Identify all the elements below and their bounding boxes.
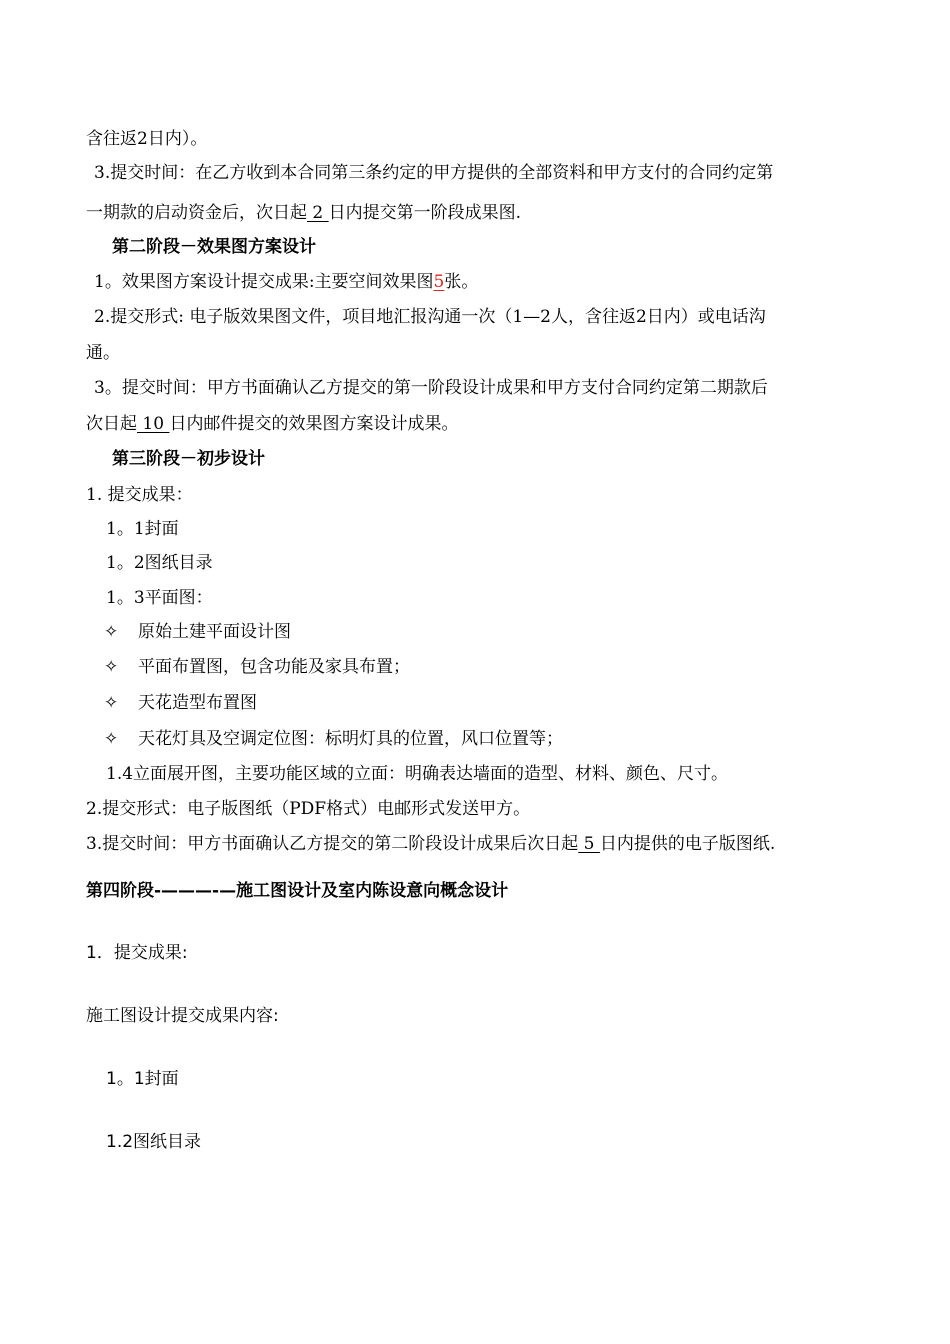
underlined-value: 5 bbox=[578, 834, 600, 854]
diamond-bullet-icon: ✧ bbox=[104, 729, 119, 749]
section-heading: 第四阶段-———-—施工图设计及室内陈设意向概念设计 bbox=[86, 881, 509, 901]
list-item: 1.2图纸目录 bbox=[106, 1132, 202, 1152]
text-segment: 次日起 bbox=[86, 414, 137, 434]
text-segment: 张。 bbox=[444, 272, 479, 292]
list-item: 1.4立面展开图，主要功能区域的立面：明确表达墙面的造型、材料、颜色、尺寸。 bbox=[106, 764, 729, 784]
text-line: 施工图设计提交成果内容: bbox=[86, 1006, 279, 1026]
text-line: 3.提交时间：在乙方收到本合同第三条约定的甲方提供的全部资料和甲方支付的合同约定第 bbox=[94, 163, 774, 183]
diamond-bullet-icon: ✧ bbox=[104, 693, 119, 713]
text-segment: 1。效果图方案设计提交成果:主要空间效果图 bbox=[94, 272, 434, 292]
text-line: 1. 提交成果： bbox=[86, 485, 193, 505]
underlined-value: 10 bbox=[137, 414, 170, 434]
list-item: 1。3平面图： bbox=[106, 588, 213, 608]
text-line: 含往返2日内）。 bbox=[86, 129, 208, 149]
text-line: 2.提交形式: 电子版效果图文件，项目地汇报沟通一次（1—2人，含往返2日内）或电话沟 bbox=[94, 307, 766, 327]
list-item: 1。1封面 bbox=[106, 1069, 179, 1089]
text-segment: 3.提交时间：甲方书面确认乙方提交的第二阶段设计成果后次日起 bbox=[86, 834, 579, 854]
bullet-text: 天花灯具及空调定位图：标明灯具的位置，风口位置等； bbox=[138, 729, 563, 749]
text-segment: 日内提供的电子版图纸. bbox=[599, 834, 776, 854]
list-item: 1。1封面 bbox=[106, 519, 179, 539]
text-line: 3。提交时间：甲方书面确认乙方提交的第一阶段设计成果和甲方支付合同约定第二期款后 bbox=[94, 378, 768, 398]
highlighted-value: 5 bbox=[433, 272, 445, 292]
text-line bbox=[86, 829, 775, 854]
text-line bbox=[86, 198, 521, 223]
bullet-text: 天花造型布置图 bbox=[138, 693, 257, 713]
text-line: 2.提交形式：电子版图纸（PDF格式）电邮形式发送甲方。 bbox=[86, 799, 531, 819]
text-line bbox=[94, 267, 478, 292]
text-segment: 日内提交第一阶段成果图. bbox=[328, 203, 522, 223]
bullet-item bbox=[104, 617, 291, 642]
bullet-text: 原始土建平面设计图 bbox=[138, 622, 291, 642]
list-item: 1。2图纸目录 bbox=[106, 553, 213, 573]
bullet-item bbox=[104, 724, 563, 749]
text-segment: 日内邮件提交的效果图方案设计成果。 bbox=[169, 414, 459, 434]
text-line: 通。 bbox=[86, 343, 120, 363]
section-heading: 第三阶段－初步设计 bbox=[112, 449, 265, 469]
diamond-bullet-icon: ✧ bbox=[104, 657, 119, 677]
bullet-item bbox=[104, 688, 257, 713]
text-line: 1．提交成果: bbox=[86, 943, 188, 963]
underlined-value: 2 bbox=[307, 203, 329, 223]
text-segment: 一期款的启动资金后，次日起 bbox=[86, 203, 307, 223]
text-line bbox=[86, 409, 458, 434]
bullet-text: 平面布置图，包含功能及家具布置； bbox=[138, 657, 410, 677]
section-heading: 第二阶段－效果图方案设计 bbox=[112, 237, 316, 257]
bullet-item bbox=[104, 652, 410, 677]
diamond-bullet-icon: ✧ bbox=[104, 622, 119, 642]
